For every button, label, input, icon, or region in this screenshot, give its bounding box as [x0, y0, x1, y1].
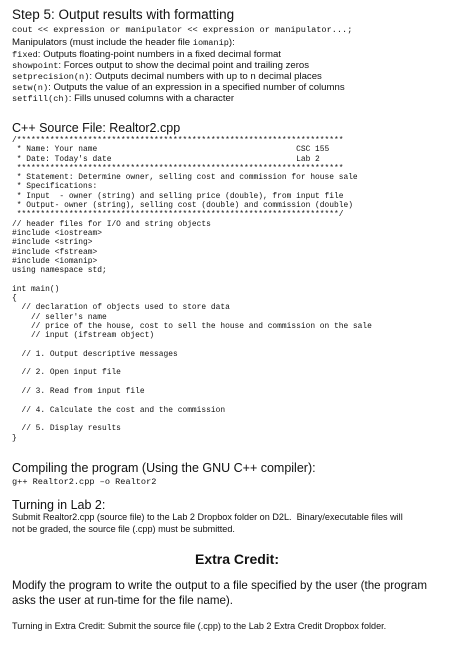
manipulator-item	[12, 94, 234, 104]
manipulator-desc: : Outputs floating-point numbers in a fixed decimal format	[37, 49, 281, 60]
extra-credit-description: Modify the program to write the output to a file specified by the user (the program	[12, 579, 428, 592]
manipulator-code: fixed	[12, 50, 38, 60]
code-line	[12, 415, 372, 424]
code-line: // 2. Open input file	[12, 368, 121, 378]
code-line: #include <iostream>	[12, 228, 102, 238]
code-line: * Statement: Determine owner, selling cost and commission for house sale	[12, 173, 358, 183]
code-line	[12, 359, 372, 368]
code-line: * Date: Today's date Lab 2	[12, 154, 320, 164]
code-line: *********************************************************************	[12, 163, 344, 173]
code-line	[12, 275, 372, 284]
code-line: * Input - owner (string) and selling price (double), from input file	[12, 191, 344, 201]
code-line: ********************************************************************/	[12, 210, 344, 220]
manipulator-code: setprecision(n)	[12, 72, 90, 82]
code-line: * Specifications:	[12, 182, 98, 192]
code-line: // 3. Read from input file	[12, 387, 145, 397]
extra-credit-heading: Extra Credit:	[194, 551, 280, 567]
code-line: }	[12, 433, 17, 443]
manipulator-desc: : Outputs decimal numbers with up to n decimal places	[89, 71, 322, 82]
code-line: // header files for I/O and string objects	[12, 219, 211, 229]
source-code-listing	[12, 136, 372, 443]
code-line	[12, 396, 372, 405]
turnin-line: not be graded, the source file (.cpp) must be submitted.	[12, 524, 235, 534]
manipulator-code: setw(n)	[12, 83, 49, 93]
source-file-heading: C++ Source File: Realtor2.cpp	[12, 121, 181, 135]
code-line: #include <fstream>	[12, 247, 98, 257]
code-line: // 5. Display results	[12, 424, 121, 434]
manipulators-intro-text: Manipulators (must include the header file	[12, 37, 193, 48]
manipulators-intro-end: ):	[228, 37, 235, 48]
compile-heading: Compiling the program (Using the GNU C++ compiler):	[12, 461, 316, 475]
code-line: using namespace std;	[12, 266, 107, 276]
code-line: // 1. Output descriptive messages	[12, 349, 178, 359]
manipulator-desc: : Outputs the value of an expression in a specified number of columns	[48, 82, 345, 93]
code-line: #include <string>	[12, 238, 93, 248]
code-line: int main()	[12, 284, 60, 294]
manipulators-header-code: iomanip	[192, 38, 229, 48]
compile-command: g++ Realtor2.cpp –o Realtor2	[12, 477, 157, 487]
code-line: // declaration of objects used to store data	[12, 303, 230, 313]
cout-syntax: cout << expression or manipulator << expression or manipulator...;	[12, 25, 353, 35]
turnin-heading: Turning in Lab 2:	[12, 498, 106, 512]
code-line	[12, 378, 372, 387]
turnin-line: Submit Realtor2.cpp (source file) to the Lab 2 Dropbox folder on D2L. Binary/executable files will	[12, 512, 403, 522]
manipulator-item	[12, 50, 281, 60]
manipulator-desc: : Fills unused columns with a character	[68, 93, 235, 104]
manipulator-code: setfill(ch)	[12, 94, 69, 104]
manipulator-code: showpoint	[12, 61, 59, 71]
code-line: // input (ifstream object)	[12, 331, 155, 341]
extra-credit-description: asks the user at run-time for the file name).	[12, 594, 234, 607]
code-line: #include <iomanip>	[12, 256, 98, 266]
manipulator-item	[12, 61, 309, 71]
manipulator-item	[12, 83, 345, 93]
step5-heading: Step 5: Output results with formatting	[12, 7, 235, 22]
code-line: // price of the house, cost to sell the house and commission on the sale	[12, 321, 372, 331]
code-line	[12, 341, 372, 350]
manipulator-item	[12, 72, 322, 82]
code-line: * Output- owner (string), selling cost (double) and commission (double)	[12, 201, 353, 211]
manipulator-desc: : Forces output to show the decimal point and trailing zeros	[58, 60, 310, 71]
code-line: // seller's name	[12, 312, 107, 322]
code-line: * Name: Your name CSC 155	[12, 145, 330, 155]
code-line: // 4. Calculate the cost and the commission	[12, 405, 226, 415]
code-line: /*********************************************************************	[12, 136, 344, 145]
extra-credit-turnin: Turning in Extra Credit: Submit the source file (.cpp) to the Lab 2 Extra Credit Dropbox folder.	[12, 621, 387, 631]
manipulators-intro	[12, 38, 235, 48]
code-line: {	[12, 294, 17, 304]
